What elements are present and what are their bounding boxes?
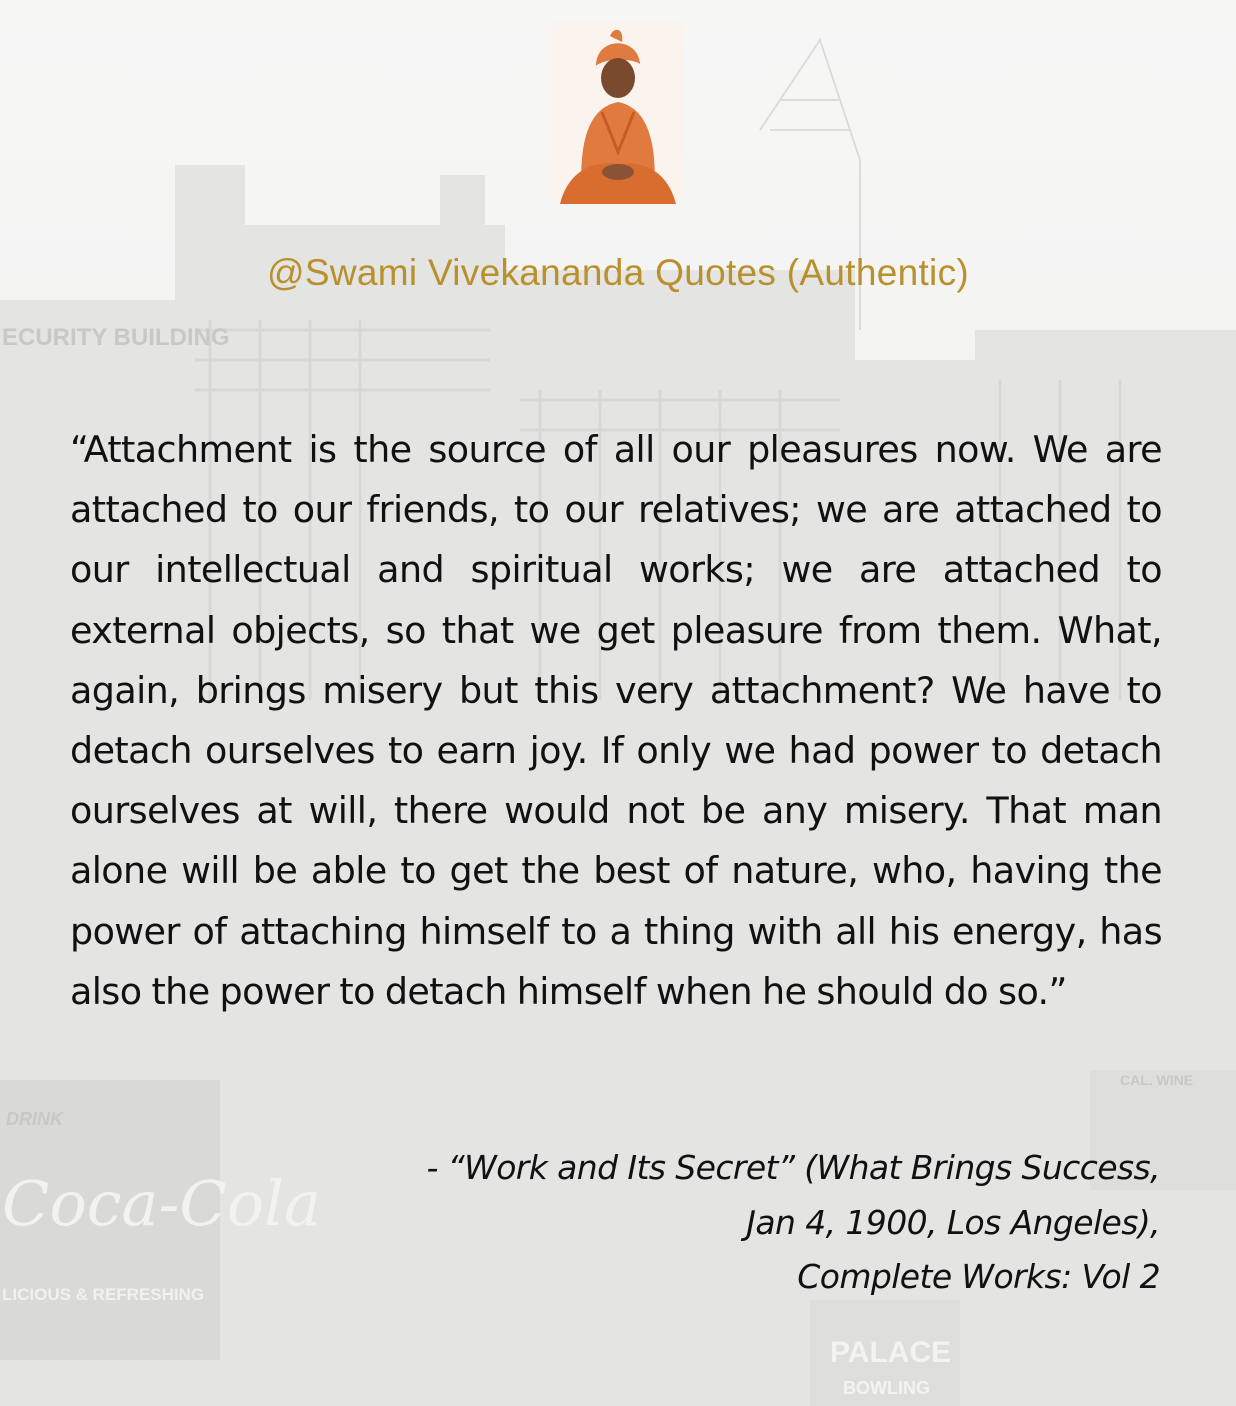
source-line-date: Jan 4, 1900, Los Angeles), [746,1202,1160,1242]
source-line-volume: Complete Works: Vol 2 [797,1257,1160,1296]
source-line-title: - “Work and Its Secret” (What Brings Success, [426,1148,1160,1187]
coca-cola-text: Coca-Cola [2,1167,321,1240]
quote-text: “Attachment is the source of all our pleasures now. We are attached to our friends, to our relatives; we are attached to our intellectual and spiritual works; we are attached to external objects, so that we get pleasure from them. What, again, brings misery but this very attachment? We have to detach ourselves to earn joy. If only we had power to detach ourselves at will, there would not be any misery. That man alone will be able to get the best of nature, who, having the power of attaching himself to a thing with all his energy, has also the power to detach himself when he should do so.” [70,428,1162,1013]
security-building-text: ECURITY BUILDING [2,324,230,351]
palace-text: PALACE [830,1336,952,1369]
cal-wine-text: CAL. WINE [1120,1072,1194,1088]
bowling-text: BOWLING [843,1378,930,1398]
drink-text: DRINK [6,1109,63,1129]
channel-handle: @Swami Vivekananda Quotes (Authentic) [267,252,969,293]
swami-vivekananda-portrait [552,22,684,204]
quote-source [260,1141,1160,1305]
delicious-text: LICIOUS & REFRESHING [2,1285,205,1304]
